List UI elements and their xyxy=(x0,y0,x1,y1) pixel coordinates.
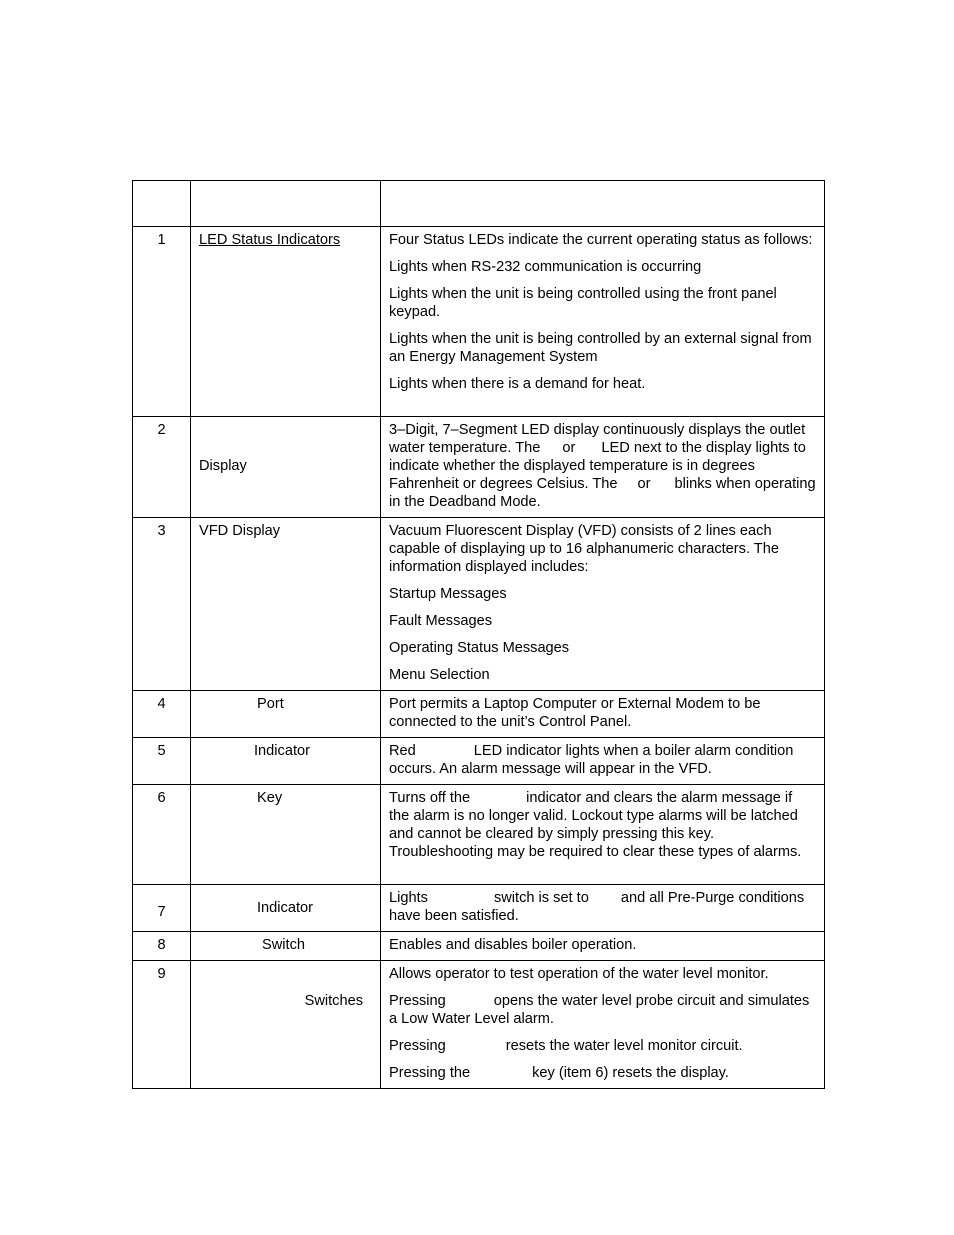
table-row xyxy=(133,885,825,932)
control-name: Key xyxy=(257,790,283,806)
table-row xyxy=(133,785,825,885)
item-number: 1 xyxy=(157,232,166,248)
header-control-cell xyxy=(191,181,381,227)
item-number: 2 xyxy=(157,422,166,438)
table-row xyxy=(133,691,825,738)
function-text: Lights when the unit is being controlled by an external signal from an Energy Management System xyxy=(389,331,812,365)
function-text: Lights when there is a demand for heat. xyxy=(389,376,646,392)
control-name: Switches xyxy=(304,993,363,1009)
function-text: Lights when RS-232 communication is occurring xyxy=(389,259,702,275)
item-number: 3 xyxy=(157,523,166,539)
table-row xyxy=(133,961,825,1089)
function-text: 3–Digit, 7–Segment LED display continuously displays the outlet water temperature. The or LED next to the display lights to indicate whether the displayed temperature is in degrees Fahrenheit or degrees Celsius. The or blinks when operating in the Deadband Mode. xyxy=(389,422,816,510)
item-number: 8 xyxy=(157,937,166,953)
function-text: Four Status LEDs indicate the current operating status as follows: xyxy=(389,232,813,248)
control-name: Indicator xyxy=(257,900,313,916)
header-function-cell xyxy=(381,181,825,227)
control-name: VFD Display xyxy=(199,523,281,539)
table-row xyxy=(133,518,825,691)
function-text: Allows operator to test operation of the water level monitor. xyxy=(389,966,769,982)
table-row xyxy=(133,417,825,518)
table-row xyxy=(133,738,825,785)
table-row xyxy=(133,932,825,961)
function-text: Lights when the unit is being controlled using the front panel keypad. xyxy=(389,286,777,320)
control-name: Port xyxy=(257,696,284,712)
function-text: Pressing opens the water level probe circuit and simulates a Low Water Level alarm. xyxy=(389,993,810,1027)
function-text: Pressing resets the water level monitor circuit. xyxy=(389,1038,743,1054)
function-text: Turns off the indicator and clears the alarm message if the alarm is no longer valid. Lockout type alarms will be latched and cannot be cleared by simply pressing this key. Troubleshooting may be required to clear these types of alarms. xyxy=(389,790,802,860)
control-name: Display xyxy=(199,458,247,474)
control-name: Switch xyxy=(262,937,305,953)
function-text: Operating Status Messages xyxy=(389,640,570,656)
controls-table xyxy=(132,180,825,1089)
control-name: Indicator xyxy=(254,743,310,759)
header-number-cell xyxy=(133,181,191,227)
function-text: Fault Messages xyxy=(389,613,493,629)
function-text: Lights switch is set to and all Pre-Purge conditions have been satisfied. xyxy=(389,890,805,924)
function-text: Enables and disables boiler operation. xyxy=(389,937,637,953)
header-row xyxy=(133,181,825,227)
function-text: Vacuum Fluorescent Display (VFD) consists of 2 lines each capable of displaying up to 16 alphanumeric characters. The information displayed includes: xyxy=(389,523,779,575)
item-number: 4 xyxy=(157,696,166,712)
item-number: 6 xyxy=(157,790,166,806)
function-text: Red LED indicator lights when a boiler alarm condition occurs. An alarm message will appear in the VFD. xyxy=(389,743,794,777)
control-name: LED Status Indicators xyxy=(199,232,341,248)
function-text: Port permits a Laptop Computer or External Modem to be connected to the unit’s Control Panel. xyxy=(389,696,761,730)
table-row xyxy=(133,227,825,417)
function-text: Menu Selection xyxy=(389,667,490,683)
item-number: 5 xyxy=(157,743,166,759)
item-number: 9 xyxy=(157,966,166,982)
item-number: 7 xyxy=(157,904,166,920)
function-text: Pressing the key (item 6) resets the display. xyxy=(389,1065,729,1081)
function-text: Startup Messages xyxy=(389,586,507,602)
